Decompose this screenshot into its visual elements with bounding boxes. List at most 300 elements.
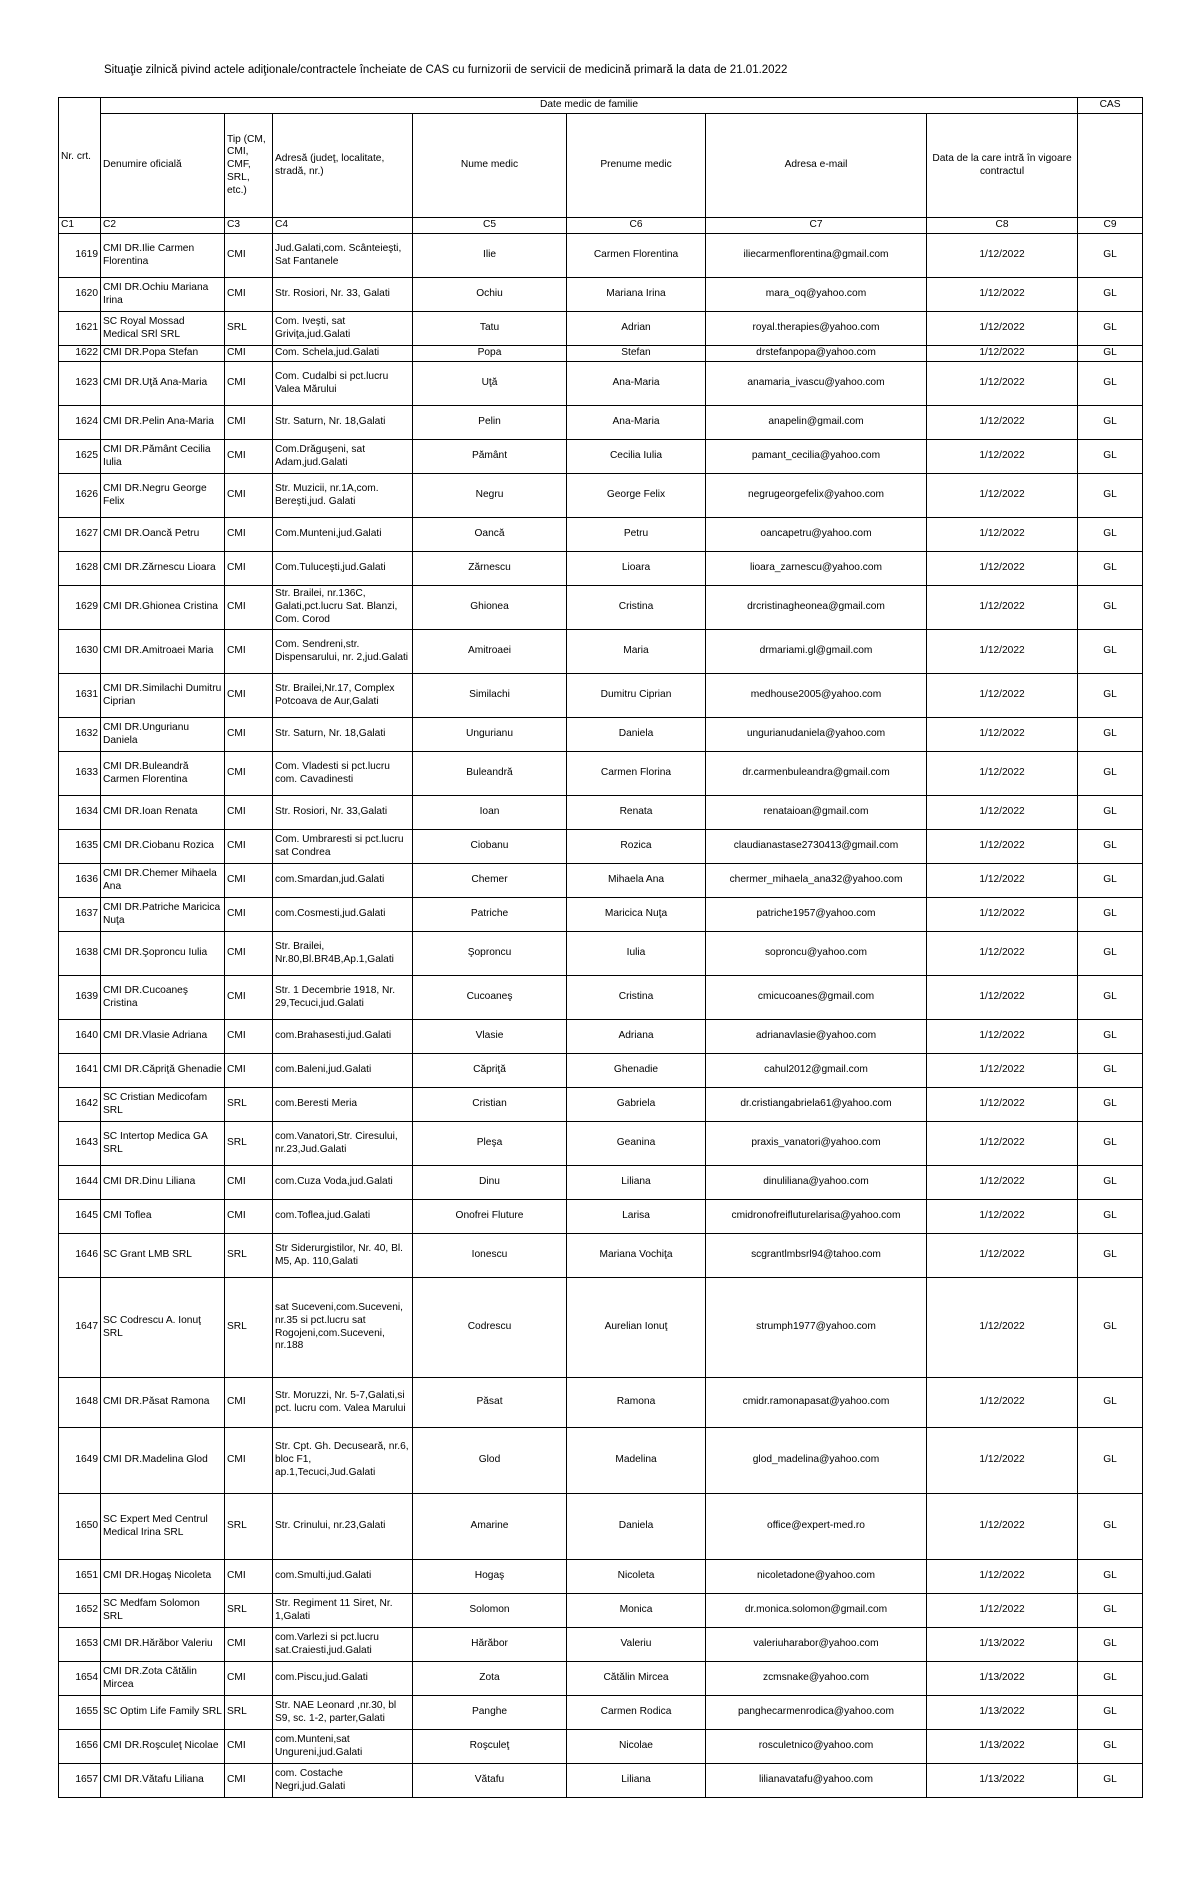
cell-adresa: com.Varlezi si pct.lucru sat.Craiesti,jud.Galati (273, 1628, 413, 1662)
cell-cas: GL (1078, 1594, 1143, 1628)
header-adresa: Adresă (judeţ, localitate, stradă, nr.) (273, 114, 413, 218)
cell-nr: 1639 (59, 976, 101, 1020)
cell-tip: CMI (225, 278, 273, 312)
cell-prenume: Carmen Florina (567, 752, 706, 796)
cell-cas: GL (1078, 440, 1143, 474)
cell-nr: 1655 (59, 1696, 101, 1730)
cell-data: 1/12/2022 (927, 864, 1078, 898)
cell-email: ungurianudaniela@yahoo.com (706, 718, 927, 752)
cell-prenume: Monica (567, 1594, 706, 1628)
cell-nr: 1630 (59, 630, 101, 674)
cell-cas: GL (1078, 796, 1143, 830)
cell-nr: 1634 (59, 796, 101, 830)
cell-data: 1/12/2022 (927, 1594, 1078, 1628)
cell-nume: Zota (413, 1662, 567, 1696)
cell-nume: Patriche (413, 898, 567, 932)
cell-email: patriche1957@yahoo.com (706, 898, 927, 932)
col-code: C9 (1078, 218, 1143, 234)
cell-tip: CMI (225, 586, 273, 630)
cell-tip: CMI (225, 718, 273, 752)
cell-nume: Vătafu (413, 1764, 567, 1798)
cell-email: strumph1977@yahoo.com (706, 1278, 927, 1378)
table-row (59, 474, 1143, 518)
cell-email: lioara_zarnescu@yahoo.com (706, 552, 927, 586)
cell-email: scgrantlmbsrl94@tahoo.com (706, 1234, 927, 1278)
cell-nr: 1647 (59, 1278, 101, 1378)
cell-tip: CMI (225, 552, 273, 586)
cell-cas: GL (1078, 312, 1143, 346)
cell-adresa: Str. Brailei,Nr.17, Complex Potcoava de Aur,Galati (273, 674, 413, 718)
col-code: C2 (101, 218, 225, 234)
cell-adresa: Str. Cpt. Gh. Decuseară, nr.6, bloc F1, ap.1,Tecuci,Jud.Galati (273, 1428, 413, 1494)
cell-prenume: Nicoleta (567, 1560, 706, 1594)
cell-email: drmariami.gl@gmail.com (706, 630, 927, 674)
cell-nume: Glod (413, 1428, 567, 1494)
table-row (59, 440, 1143, 474)
cell-denumire: CMI DR.Zărnescu Lioara (101, 552, 225, 586)
table-row (59, 830, 1143, 864)
table-row (59, 864, 1143, 898)
cell-data: 1/12/2022 (927, 312, 1078, 346)
cell-denumire: CMI DR.Hărăbor Valeriu (101, 1628, 225, 1662)
cell-prenume: Carmen Florentina (567, 234, 706, 278)
cell-nr: 1625 (59, 440, 101, 474)
table-row (59, 1628, 1143, 1662)
col-code: C7 (706, 218, 927, 234)
cell-cas: GL (1078, 1200, 1143, 1234)
cell-cas: GL (1078, 932, 1143, 976)
cell-prenume: Cristina (567, 586, 706, 630)
cell-denumire: SC Expert Med Centrul Medical Irina SRL (101, 1494, 225, 1560)
cell-tip: CMI (225, 1020, 273, 1054)
cell-data: 1/13/2022 (927, 1764, 1078, 1798)
cell-nume: Uţă (413, 362, 567, 406)
table-row (59, 898, 1143, 932)
header-cas: CAS (1078, 98, 1143, 114)
cell-adresa: com.Vanatori,Str. Ciresului, nr.23,Jud.Galati (273, 1122, 413, 1166)
cell-tip: SRL (225, 312, 273, 346)
table-row (59, 1234, 1143, 1278)
cell-denumire: CMI DR.Zota Cătălin Mircea (101, 1662, 225, 1696)
cell-email: anamaria_ivascu@yahoo.com (706, 362, 927, 406)
cell-email: nicoletadone@yahoo.com (706, 1560, 927, 1594)
cell-nume: Pelin (413, 406, 567, 440)
cell-email: iliecarmenflorentina@gmail.com (706, 234, 927, 278)
cell-denumire: SC Optim Life Family SRL (101, 1696, 225, 1730)
cell-cas: GL (1078, 864, 1143, 898)
contracts-table (58, 97, 1143, 1798)
cell-nume: Ilie (413, 234, 567, 278)
cell-tip: CMI (225, 864, 273, 898)
cell-cas: GL (1078, 362, 1143, 406)
cell-email: cmidr.ramonapasat@yahoo.com (706, 1378, 927, 1428)
cell-email: cmicucoanes@gmail.com (706, 976, 927, 1020)
cell-prenume: Carmen Rodica (567, 1696, 706, 1730)
header-nr-crt: Nr. crt. (59, 98, 101, 218)
cell-tip: SRL (225, 1494, 273, 1560)
cell-email: drstefanpopa@yahoo.com (706, 346, 927, 362)
cell-denumire: SC Grant LMB SRL (101, 1234, 225, 1278)
cell-adresa: Com. Iveşti, sat Griviţa,jud.Galati (273, 312, 413, 346)
cell-denumire: CMI DR.Pelin Ana-Maria (101, 406, 225, 440)
cell-cas: GL (1078, 1166, 1143, 1200)
cell-tip: CMI (225, 796, 273, 830)
cell-denumire: CMI DR.Hogaş Nicoleta (101, 1560, 225, 1594)
cell-prenume: Ghenadie (567, 1054, 706, 1088)
table-row (59, 1494, 1143, 1560)
cell-prenume: Mariana Irina (567, 278, 706, 312)
cell-data: 1/12/2022 (927, 674, 1078, 718)
cell-email: praxis_vanatori@yahoo.com (706, 1122, 927, 1166)
cell-cas: GL (1078, 474, 1143, 518)
cell-tip: SRL (225, 1122, 273, 1166)
cell-data: 1/12/2022 (927, 1200, 1078, 1234)
cell-denumire: CMI DR.Ioan Renata (101, 796, 225, 830)
table-row (59, 362, 1143, 406)
cell-denumire: CMI DR.Patriche Maricica Nuţa (101, 898, 225, 932)
header-nume: Nume medic (413, 114, 567, 218)
cell-denumire: CMI DR.Amitroaei Maria (101, 630, 225, 674)
table-row (59, 346, 1143, 362)
header-tip: Tip (CM, CMI, CMF, SRL, etc.) (225, 114, 273, 218)
cell-data: 1/12/2022 (927, 1122, 1078, 1166)
cell-denumire: CMI DR.Căpriţă Ghenadie (101, 1054, 225, 1088)
cell-email: rosculetnico@yahoo.com (706, 1730, 927, 1764)
cell-nr: 1652 (59, 1594, 101, 1628)
cell-nume: Cristian (413, 1088, 567, 1122)
cell-prenume: Iulia (567, 932, 706, 976)
cell-prenume: Adrian (567, 312, 706, 346)
cell-denumire: CMI DR.Ciobanu Rozica (101, 830, 225, 864)
cell-data: 1/13/2022 (927, 1662, 1078, 1696)
cell-denumire: CMI DR.Similachi Dumitru Ciprian (101, 674, 225, 718)
cell-email: lilianavatafu@yahoo.com (706, 1764, 927, 1798)
cell-prenume: Liliana (567, 1166, 706, 1200)
cell-prenume: Maricica Nuţa (567, 898, 706, 932)
cell-adresa: Str. Rosiori, Nr. 33,Galati (273, 796, 413, 830)
cell-tip: CMI (225, 976, 273, 1020)
cell-email: pamant_cecilia@yahoo.com (706, 440, 927, 474)
cell-tip: CMI (225, 1730, 273, 1764)
cell-adresa: Com. Cudalbi si pct.lucru Valea Mărului (273, 362, 413, 406)
cell-cas: GL (1078, 518, 1143, 552)
cell-cas: GL (1078, 1234, 1143, 1278)
cell-denumire: CMI DR.Pământ Cecilia Iulia (101, 440, 225, 474)
cell-email: cmidronofreifluturelarisa@yahoo.com (706, 1200, 927, 1234)
cell-denumire: CMI DR.Chemer Mihaela Ana (101, 864, 225, 898)
cell-cas: GL (1078, 278, 1143, 312)
cell-email: adrianavlasie@yahoo.com (706, 1020, 927, 1054)
cell-tip: CMI (225, 1628, 273, 1662)
cell-email: dr.cristiangabriela61@yahoo.com (706, 1088, 927, 1122)
table-row (59, 1560, 1143, 1594)
cell-prenume: Petru (567, 518, 706, 552)
table-row (59, 312, 1143, 346)
cell-adresa: sat Suceveni,com.Suceveni, nr.35 si pct.lucru sat Rogojeni,com.Suceveni, nr.188 (273, 1278, 413, 1378)
cell-nr: 1635 (59, 830, 101, 864)
cell-prenume: Aurelian Ionuţ (567, 1278, 706, 1378)
cell-prenume: Maria (567, 630, 706, 674)
cell-data: 1/12/2022 (927, 406, 1078, 440)
cell-tip: SRL (225, 1088, 273, 1122)
cell-cas: GL (1078, 1054, 1143, 1088)
cell-nume: Buleandră (413, 752, 567, 796)
cell-cas: GL (1078, 552, 1143, 586)
cell-tip: CMI (225, 1200, 273, 1234)
cell-tip: CMI (225, 440, 273, 474)
cell-prenume: Liliana (567, 1764, 706, 1798)
cell-adresa: com.Piscu,jud.Galati (273, 1662, 413, 1696)
cell-nume: Oancă (413, 518, 567, 552)
cell-cas: GL (1078, 1696, 1143, 1730)
col-code: C3 (225, 218, 273, 234)
cell-adresa: Str. Muzicii, nr.1A,com. Bereşti,jud. Galati (273, 474, 413, 518)
cell-adresa: Com. Vladesti si pct.lucru com. Cavadinesti (273, 752, 413, 796)
cell-adresa: com.Baleni,jud.Galati (273, 1054, 413, 1088)
cell-cas: GL (1078, 976, 1143, 1020)
cell-adresa: Com.Tuluceşti,jud.Galati (273, 552, 413, 586)
cell-nr: 1642 (59, 1088, 101, 1122)
cell-nume: Tatu (413, 312, 567, 346)
cell-adresa: com.Smardan,jud.Galati (273, 864, 413, 898)
cell-cas: GL (1078, 1560, 1143, 1594)
cell-tip: CMI (225, 346, 273, 362)
cell-data: 1/12/2022 (927, 1020, 1078, 1054)
cell-adresa: Str. Saturn, Nr. 18,Galati (273, 718, 413, 752)
cell-denumire: CMI DR.Vătafu Liliana (101, 1764, 225, 1798)
cell-nume: Amarine (413, 1494, 567, 1560)
cell-tip: CMI (225, 1166, 273, 1200)
header-denumire: Denumire oficială (101, 114, 225, 218)
cell-data: 1/12/2022 (927, 1378, 1078, 1428)
cell-tip: SRL (225, 1594, 273, 1628)
cell-adresa: com.Smulti,jud.Galati (273, 1560, 413, 1594)
cell-email: cahul2012@gmail.com (706, 1054, 927, 1088)
cell-cas: GL (1078, 346, 1143, 362)
table-row (59, 1378, 1143, 1428)
cell-cas: GL (1078, 1494, 1143, 1560)
cell-tip: SRL (225, 1278, 273, 1378)
cell-nr: 1629 (59, 586, 101, 630)
cell-denumire: CMI DR.Madelina Glod (101, 1428, 225, 1494)
cell-denumire: CMI DR.Şoproncu Iulia (101, 932, 225, 976)
table-row (59, 1054, 1143, 1088)
cell-tip: SRL (225, 1696, 273, 1730)
cell-nume: Cucoaneş (413, 976, 567, 1020)
cell-adresa: Str. 1 Decembrie 1918, Nr. 29,Tecuci,jud.Galati (273, 976, 413, 1020)
cell-email: zcmsnake@yahoo.com (706, 1662, 927, 1696)
table-row (59, 1696, 1143, 1730)
table-body (59, 234, 1143, 1798)
table-row (59, 976, 1143, 1020)
cell-data: 1/12/2022 (927, 518, 1078, 552)
cell-cas: GL (1078, 830, 1143, 864)
table-row (59, 234, 1143, 278)
cell-cas: GL (1078, 1662, 1143, 1696)
cell-prenume: Ana-Maria (567, 406, 706, 440)
cell-nr: 1644 (59, 1166, 101, 1200)
cell-email: dr.monica.solomon@gmail.com (706, 1594, 927, 1628)
cell-tip: CMI (225, 1428, 273, 1494)
table-row (59, 630, 1143, 674)
cell-adresa: com. Costache Negri,jud.Galati (273, 1764, 413, 1798)
cell-data: 1/13/2022 (927, 1696, 1078, 1730)
cell-tip: SRL (225, 1234, 273, 1278)
cell-nr: 1638 (59, 932, 101, 976)
cell-nr: 1631 (59, 674, 101, 718)
cell-adresa: Str. Brailei, nr.136C, Galati,pct.lucru Sat. Blanzi, Com. Corod (273, 586, 413, 630)
cell-tip: CMI (225, 518, 273, 552)
cell-nume: Roşculeţ (413, 1730, 567, 1764)
cell-denumire: SC Royal Mossad Medical SRl SRL (101, 312, 225, 346)
cell-nr: 1626 (59, 474, 101, 518)
column-header-row (59, 114, 1143, 218)
cell-data: 1/12/2022 (927, 586, 1078, 630)
cell-prenume: Cristina (567, 976, 706, 1020)
cell-prenume: Ana-Maria (567, 362, 706, 406)
cell-cas: GL (1078, 586, 1143, 630)
cell-prenume: Rozica (567, 830, 706, 864)
cell-denumire: CMI Toflea (101, 1200, 225, 1234)
table-row (59, 1764, 1143, 1798)
cell-adresa: Str. Saturn, Nr. 18,Galati (273, 406, 413, 440)
cell-prenume: Geanina (567, 1122, 706, 1166)
cell-denumire: SC Cristian Medicofam SRL (101, 1088, 225, 1122)
cell-tip: CMI (225, 406, 273, 440)
cell-adresa: Str. Crinului, nr.23,Galati (273, 1494, 413, 1560)
header-prenume: Prenume medic (567, 114, 706, 218)
cell-prenume: Cecilia Iulia (567, 440, 706, 474)
cell-email: drcristinagheonea@gmail.com (706, 586, 927, 630)
cell-denumire: CMI DR.Negru George Felix (101, 474, 225, 518)
cell-prenume: Renata (567, 796, 706, 830)
cell-data: 1/12/2022 (927, 830, 1078, 864)
cell-nume: Panghe (413, 1696, 567, 1730)
cell-tip: CMI (225, 674, 273, 718)
cell-nume: Ioan (413, 796, 567, 830)
cell-prenume: George Felix (567, 474, 706, 518)
cell-tip: CMI (225, 898, 273, 932)
cell-email: glod_madelina@yahoo.com (706, 1428, 927, 1494)
cell-data: 1/12/2022 (927, 718, 1078, 752)
cell-nume: Şoproncu (413, 932, 567, 976)
cell-cas: GL (1078, 674, 1143, 718)
cell-nr: 1632 (59, 718, 101, 752)
table-row (59, 586, 1143, 630)
cell-nume: Ochiu (413, 278, 567, 312)
cell-cas: GL (1078, 1278, 1143, 1378)
cell-nume: Pământ (413, 440, 567, 474)
cell-data: 1/12/2022 (927, 474, 1078, 518)
cell-denumire: CMI DR.Oancă Petru (101, 518, 225, 552)
cell-data: 1/12/2022 (927, 898, 1078, 932)
cell-nume: Amitroaei (413, 630, 567, 674)
table-row (59, 518, 1143, 552)
cell-adresa: com.Toflea,jud.Galati (273, 1200, 413, 1234)
cell-nr: 1648 (59, 1378, 101, 1428)
cell-cas: GL (1078, 406, 1143, 440)
cell-nr: 1619 (59, 234, 101, 278)
cell-cas: GL (1078, 1122, 1143, 1166)
table-row (59, 1088, 1143, 1122)
cell-denumire: SC Codrescu A. Ionuţ SRL (101, 1278, 225, 1378)
cell-nume: Chemer (413, 864, 567, 898)
cell-denumire: CMI DR.Ochiu Mariana Irina (101, 278, 225, 312)
cell-cas: GL (1078, 1088, 1143, 1122)
col-code: C4 (273, 218, 413, 234)
cell-data: 1/12/2022 (927, 1494, 1078, 1560)
cell-nume: Căpriţă (413, 1054, 567, 1088)
cell-nr: 1650 (59, 1494, 101, 1560)
cell-tip: CMI (225, 630, 273, 674)
cell-tip: CMI (225, 474, 273, 518)
cell-data: 1/12/2022 (927, 752, 1078, 796)
cell-data: 1/12/2022 (927, 1088, 1078, 1122)
cell-nume: Hărăbor (413, 1628, 567, 1662)
cell-nr: 1645 (59, 1200, 101, 1234)
cell-cas: GL (1078, 630, 1143, 674)
cell-nr: 1622 (59, 346, 101, 362)
cell-data: 1/12/2022 (927, 1054, 1078, 1088)
table-row (59, 932, 1143, 976)
cell-nume: Ungurianu (413, 718, 567, 752)
cell-nume: Păsat (413, 1378, 567, 1428)
cell-data: 1/13/2022 (927, 1628, 1078, 1662)
table-row (59, 1428, 1143, 1494)
cell-adresa: Jud.Galati,com. Scânteieşti, Sat Fantanele (273, 234, 413, 278)
cell-nume: Ionescu (413, 1234, 567, 1278)
cell-cas: GL (1078, 1730, 1143, 1764)
cell-cas: GL (1078, 1764, 1143, 1798)
cell-nr: 1641 (59, 1054, 101, 1088)
col-code: C8 (927, 218, 1078, 234)
cell-prenume: Dumitru Ciprian (567, 674, 706, 718)
cell-email: dr.carmenbuleandra@gmail.com (706, 752, 927, 796)
cell-tip: CMI (225, 362, 273, 406)
cell-tip: CMI (225, 830, 273, 864)
header-cas-empty (1078, 114, 1143, 218)
cell-prenume: Cătălin Mircea (567, 1662, 706, 1696)
cell-denumire: CMI DR.Uţă Ana-Maria (101, 362, 225, 406)
cell-adresa: com.Brahasesti,jud.Galati (273, 1020, 413, 1054)
cell-prenume: Ramona (567, 1378, 706, 1428)
cell-denumire: CMI DR.Popa Stefan (101, 346, 225, 362)
cell-nume: Similachi (413, 674, 567, 718)
cell-nr: 1628 (59, 552, 101, 586)
table-row (59, 1166, 1143, 1200)
table-row (59, 552, 1143, 586)
cell-adresa: Str. Moruzzi, Nr. 5-7,Galati,si pct. lucru com. Valea Marului (273, 1378, 413, 1428)
table-row (59, 1662, 1143, 1696)
table-row (59, 752, 1143, 796)
cell-nume: Hogaş (413, 1560, 567, 1594)
cell-tip: CMI (225, 932, 273, 976)
cell-adresa: Com.Munteni,jud.Galati (273, 518, 413, 552)
cell-nr: 1649 (59, 1428, 101, 1494)
cell-cas: GL (1078, 752, 1143, 796)
table-row (59, 1730, 1143, 1764)
cell-data: 1/12/2022 (927, 976, 1078, 1020)
cell-nr: 1656 (59, 1730, 101, 1764)
cell-denumire: CMI DR.Păsat Ramona (101, 1378, 225, 1428)
cell-data: 1/12/2022 (927, 552, 1078, 586)
cell-nume: Pleşa (413, 1122, 567, 1166)
cell-denumire: CMI DR.Ilie Carmen Florentina (101, 234, 225, 278)
cell-data: 1/12/2022 (927, 1560, 1078, 1594)
cell-nume: Ghionea (413, 586, 567, 630)
cell-denumire: CMI DR.Dinu Liliana (101, 1166, 225, 1200)
cell-data: 1/12/2022 (927, 278, 1078, 312)
